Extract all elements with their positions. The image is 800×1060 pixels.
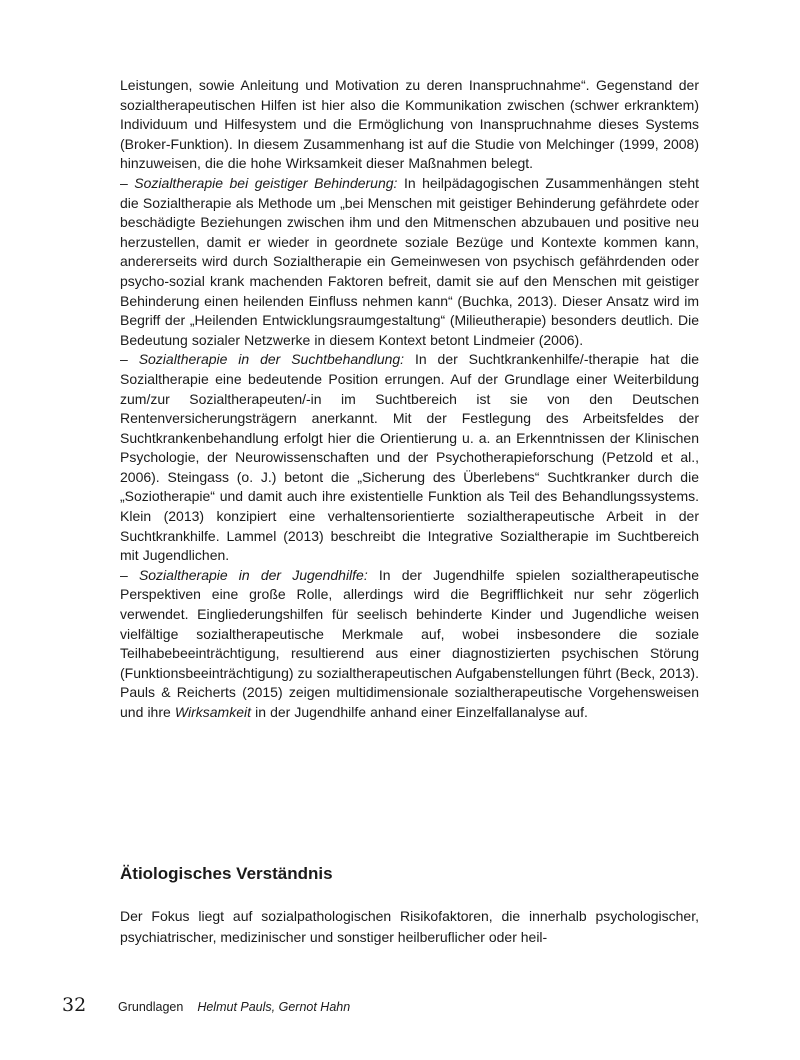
paragraph-aetiologie: Der Fokus liegt auf sozialpathologischen Risikofaktoren, die innerhalb psychologischer, psychiatrischer, medizinischer und sonstiger heilberuflicher oder heil-	[120, 908, 699, 945]
paragraph-suchtbehandlung	[120, 350, 699, 566]
paragraph-text-geistige-behinderung: In heilpädagogischen Zusammenhängen steht die Sozialtherapie als Methode um „bei Menschen mit geistiger Behinderung gefährdete oder beschädigte Beziehungen zwischen ihm und den Mitmenschen abzubauen und positive neu herzustellen, damit er wieder in geordnete soziale Bezüge und Kontexte kommen kann, andererseits wird durch Sozialtherapie ein Gemeinwesen von psychisch gefährdenden oder psycho-sozial krank machenden Faktoren befreit, damit sie auf den Menschen mit geistiger Behinderung einen heilenden Einfluss nehmen kann“ (Buchka, 2013). Dieser Ansatz wird im Begriff der „Heilenden Entwicklungsraumgestaltung“ (Milieutherapie) besonders deutlich. Die Bedeutung sozialer Netzwerke in diesem Kontext betont Lindmeier (2006).	[120, 174, 699, 348]
paragraph-text-jugendhilfe-part2: in der Jugendhilfe anhand einer Einzelfallanalyse auf.	[251, 704, 588, 720]
dash: –	[120, 351, 139, 368]
paragraph-intro	[120, 76, 699, 174]
paragraph-lead-geistige-behinderung: Sozialtherapie bei geistiger Behinderung:	[134, 174, 398, 191]
main-text-column	[120, 76, 699, 723]
paragraph-intro-text: Leistungen, sowie Anleitung und Motivation zu deren Inanspruchnahme“. Gegenstand der sozialtherapeutischen Hilfen ist hier also die Kommunikation zwischen (schwer erkranktem) Individuum und Hilfesystem und die Ermöglichung von Inanspruchnahme dieses Systems (Broker-Funktion). In diesem Zusammenhang ist auf die Studie von Melchinger (1999, 2008) hinzuweisen, die die hohe Wirksamkeit dieser Maßnahmen belegt.	[120, 77, 699, 172]
page-footer	[62, 994, 350, 1018]
section-heading: Ätiologisches Verständnis	[120, 864, 333, 883]
footer-section-title: Grundlagen	[118, 1000, 184, 1014]
footer-authors: Helmut Pauls, Gernot Hahn	[197, 1000, 351, 1014]
paragraph-geistige-behinderung	[120, 174, 699, 350]
dash: –	[120, 566, 139, 583]
page-number: 32	[62, 994, 87, 1016]
paragraph-jugendhilfe	[120, 566, 699, 723]
paragraph-lead-jugendhilfe: Sozialtherapie in der Jugendhilfe:	[138, 566, 368, 583]
paragraph-lead-suchtbehandlung: Sozialtherapie in der Suchtbehandlung:	[138, 351, 405, 368]
paragraph-text-jugendhilfe-part1: In der Jugendhilfe spielen sozialtherapeutische Perspektiven eine große Rolle, allerdings wird die Begrifflichkeit nur sehr zögerlich verwendet. Eingliederungshilfen für seelisch behinderte Kinder und Jugendliche weisen vielfältige sozialtherapeutische Merkmale auf, wobei insbesondere die soziale Teilhabebeeinträchtigung, resultierend aus einer diagnostizierten psychischen Störung (Funktionsbeeinträchtigung) zu sozialtherapeutischen Aufgabenstellungen führt (Beck, 2013). Pauls & Reicherts (2015) zeigen multidimensionale sozialtherapeutische Vorgehensweisen und ihre	[120, 566, 699, 720]
dash: –	[120, 174, 135, 191]
paragraph-text-suchtbehandlung: In der Suchtkrankenhilfe/-therapie hat die Sozialtherapie eine bedeutende Position errungen. Auf der Grundlage einer Weiterbildung zum/zur Sozialtherapeuten/-in im Suchtbereich ist sie von den Deutschen Rentenversicherungsträgern anerkannt. Mit der Festlegung des Arbeitsfeldes der Suchtkrankenbehandlung erfolgt hier die Orientierung u. a. an Erkenntnissen der Klinischen Psychologie, der Neurowissenschaften und der Psychotherapieforschung (Petzold et al., 2006). Steingass (o. J.) betont die „Sicherung des Überlebens“ Suchtkranker durch die „Soziotherapie“ und damit auch ihre existentielle Funktion als Teil des Behandlungssystems. Klein (2013) konzipiert eine verhaltensorientierte sozialtherapeutische Arbeit in der Suchtkrankhilfe. Lammel (2013) beschreibt die Integrative Sozialtherapie im Suchtbereich mit Jugendlichen.	[120, 351, 699, 564]
paragraph-italic-wirksamkeit: Wirksamkeit	[174, 704, 251, 720]
